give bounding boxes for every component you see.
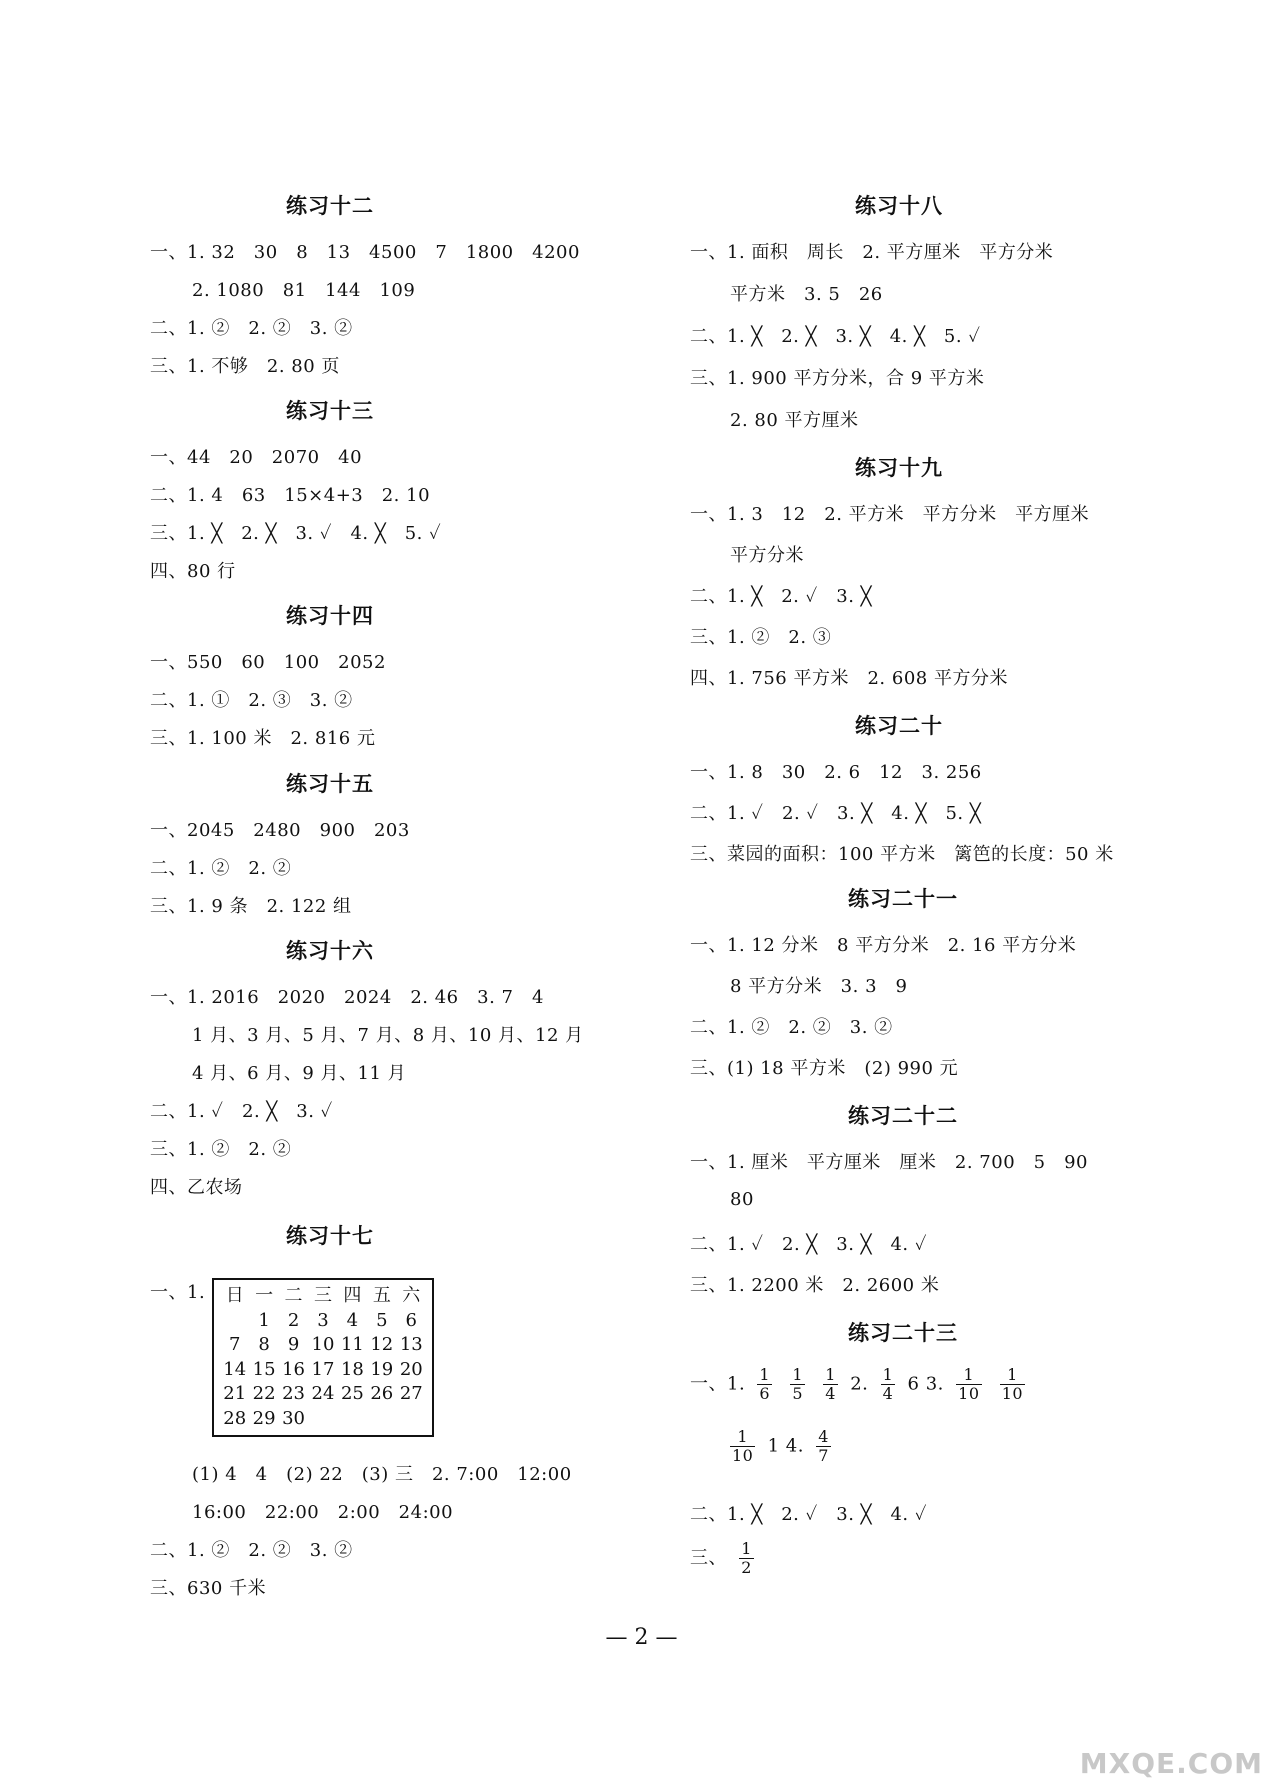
answer-line: 二、1. ╳ 2. ╳ 3. ╳ 4. ╳ 5. ✓ [690,326,981,347]
fraction: $\frac{1}{4}$ [882,1365,894,1403]
day-cell: 2 [287,1309,300,1331]
page-number: — 2 — [605,1625,678,1650]
day-cell: 25 [340,1383,364,1404]
answer-line: 二、1. ② 2. ② 3. ② [690,1017,893,1038]
answer-line: 二、1. ✓ 2. ╳ 3. ╳ 4. ✓ [690,1234,927,1255]
answer-line: 平方米 3. 5 26 [730,284,883,305]
answer-line-fractions [690,1540,760,1577]
answer-line: 一、1. 3 12 2. 平方米 平方分米 平方厘米 [690,504,1090,525]
section-title-14: 练习十四 [286,604,374,628]
answer-line: 一、44 20 2070 40 [150,447,363,468]
answer-number: 4. [785,1435,804,1457]
section-title-13: 练习十三 [286,399,374,423]
answer-line: (1) 4 4 (2) 22 (3) 三 2. 7:00 12:00 [192,1464,572,1485]
answer-prefix: 一、1. [690,1373,746,1395]
day-cell: 10 [311,1334,335,1355]
answer-line-fractions [724,1428,837,1465]
answer-line: 三、1. ╳ 2. ╳ 3. ✓ 4. ╳ 5. ✓ [150,523,442,544]
section-title-17: 练习十七 [286,1224,374,1248]
answer-line: 一、1. 面积 周长 2. 平方厘米 平方分米 [690,242,1054,263]
day-cell [397,1407,426,1432]
answer-line: 四、1. 756 平方米 2. 608 平方分米 [690,668,1008,689]
fraction: $\frac{4}{7}$ [818,1427,829,1465]
answer-line: 二、1. ╳ 2. ✓ 3. ╳ [690,586,872,607]
day-cell: 13 [399,1334,423,1355]
answer-prefix: 三、 [690,1547,727,1569]
answer-line: 三、1. 不够 2. 80 页 [150,356,340,377]
day-cell: 24 [311,1383,335,1404]
answer-line: 16:00 22:00 2:00 24:00 [192,1502,454,1523]
section-title-20: 练习二十 [855,714,943,738]
fraction: $\frac{1}{10}$ [958,1365,980,1403]
answer-line: 二、1. ✓ 2. ✓ 3. ╳ 4. ╳ 5. ╳ [690,803,982,824]
day-cell [220,1309,249,1334]
calendar-week-row [220,1407,426,1432]
calendar-week-row [220,1382,426,1407]
answer-line: 二、1. 4 63 15×4+3 2. 10 [150,485,431,506]
answer-line: 三、(1) 18 平方米 (2) 990 元 [690,1058,959,1079]
fraction: $\frac{1}{4}$ [825,1365,836,1403]
answer-line: 一、1. 32 30 8 13 4500 7 1800 4200 [150,242,580,263]
day-cell: 4 [346,1309,359,1331]
weekday-label: 二 [284,1285,303,1306]
weekday-label: 五 [372,1285,391,1306]
day-cell: 28 [223,1407,247,1429]
answer-line: 80 [730,1189,754,1210]
day-cell [367,1407,396,1432]
answer-line: 四、80 行 [150,561,236,582]
fraction: $\frac{1}{10}$ [1001,1365,1024,1403]
day-cell [338,1407,367,1432]
weekday-label: 三 [313,1285,332,1306]
answer-line: 2. 1080 81 144 109 [192,280,416,301]
day-cell: 26 [370,1383,394,1404]
day-cell: 7 [228,1334,241,1355]
day-cell: 19 [370,1358,394,1380]
calendar-week-row [220,1358,426,1383]
calendar-table [212,1278,434,1437]
section-title-21: 练习二十一 [848,887,958,911]
day-cell: 27 [399,1383,423,1404]
fraction: $\frac{1}{5}$ [792,1365,804,1403]
day-cell: 17 [311,1358,335,1380]
weekday-label: 日 [225,1285,244,1306]
day-cell: 9 [287,1334,300,1355]
day-cell: 11 [340,1334,364,1355]
section-title-18: 练习十八 [855,194,943,218]
day-cell [308,1407,337,1432]
answer-line: 一、1. 12 分米 8 平方分米 2. 16 平方分米 [690,935,1077,956]
answer-line: 一、1. 厘米 平方厘米 厘米 2. 700 5 90 [690,1152,1089,1173]
section-title-16: 练习十六 [286,939,374,963]
answer-number: 2. [850,1373,869,1395]
answer-line: 三、1. 9 条 2. 122 组 [150,896,352,917]
section-title-19: 练习十九 [855,456,943,480]
day-cell: 29 [252,1407,276,1429]
weekday-label: 一 [255,1285,274,1306]
answer-line: 二、1. ① 2. ③ 3. ② [150,690,353,711]
day-cell: 12 [370,1334,394,1355]
day-cell: 16 [282,1358,305,1380]
answer-number: 6 [907,1373,920,1395]
day-cell: 22 [252,1383,276,1404]
calendar-week-row [220,1309,426,1334]
answer-line-fractions [690,1366,1031,1403]
fraction: $\frac{1}{2}$ [741,1539,752,1577]
answer-line: 一、1. 8 30 2. 6 12 3. 256 [690,762,982,783]
day-cell: 15 [252,1358,276,1380]
answer-line: 四、乙农场 [150,1177,243,1198]
answer-line: 一、1. [150,1282,206,1303]
calendar-week-row [220,1333,426,1358]
day-cell: 30 [282,1407,305,1429]
answer-line: 二、1. ② 2. ② 3. ② [150,1540,353,1561]
answer-line: 二、1. ② 2. ② [150,858,292,879]
weekday-label: 四 [343,1285,362,1306]
day-cell: 14 [223,1358,247,1380]
answer-line: 三、菜园的面积：100 平方米 篱笆的长度：50 米 [690,844,1114,865]
answer-line: 三、1. ② 2. ② [150,1139,292,1160]
answer-line: 1 月、3 月、5 月、7 月、8 月、10 月、12 月 [192,1025,584,1046]
fraction: $\frac{1}{6}$ [759,1365,771,1403]
answer-line: 二、1. ✓ 2. ╳ 3. ✓ [150,1101,333,1122]
answer-line: 4 月、6 月、9 月、11 月 [192,1063,407,1084]
watermark-logo: MXQE.COM [1079,1747,1263,1780]
section-title-22: 练习二十二 [848,1104,958,1128]
day-cell: 1 [258,1309,270,1331]
day-cell: 5 [376,1309,388,1331]
answer-line: 2. 80 平方厘米 [730,410,859,431]
calendar-header-row [220,1284,426,1309]
fraction: $\frac{1}{10}$ [732,1427,754,1465]
day-cell: 23 [282,1383,305,1404]
weekday-label: 六 [402,1285,421,1306]
day-cell: 21 [223,1383,247,1404]
section-title-23: 练习二十三 [848,1321,958,1345]
section-title-12: 练习十二 [286,194,374,218]
section-title-15: 练习十五 [286,772,374,796]
answer-line: 三、1. 2200 米 2. 2600 米 [690,1275,940,1296]
answer-line: 三、1. ② 2. ③ [690,627,832,648]
answer-line: 8 平方分米 3. 3 9 [730,976,908,997]
day-cell: 3 [317,1309,329,1331]
answer-line: 平方分米 [730,545,804,566]
answer-line: 一、550 60 100 2052 [150,652,386,673]
answer-line: 一、2045 2480 900 203 [150,820,410,841]
day-cell: 6 [405,1309,417,1331]
answer-line: 三、1. 100 米 2. 816 元 [150,728,376,749]
answer-number: 3. [925,1373,944,1395]
answer-line: 三、1. 900 平方分米，合 9 平方米 [690,368,985,389]
answer-line: 二、1. ② 2. ② 3. ② [150,318,353,339]
answer-line: 一、1. 2016 2020 2024 2. 46 3. 7 4 [150,987,544,1008]
day-cell: 8 [258,1334,270,1355]
answer-line: 三、630 千米 [150,1578,267,1599]
day-cell: 18 [340,1358,364,1380]
day-cell: 20 [399,1358,423,1380]
answer-number: 1 [767,1435,780,1457]
answer-line: 二、1. ╳ 2. ✓ 3. ╳ 4. ✓ [690,1504,927,1525]
